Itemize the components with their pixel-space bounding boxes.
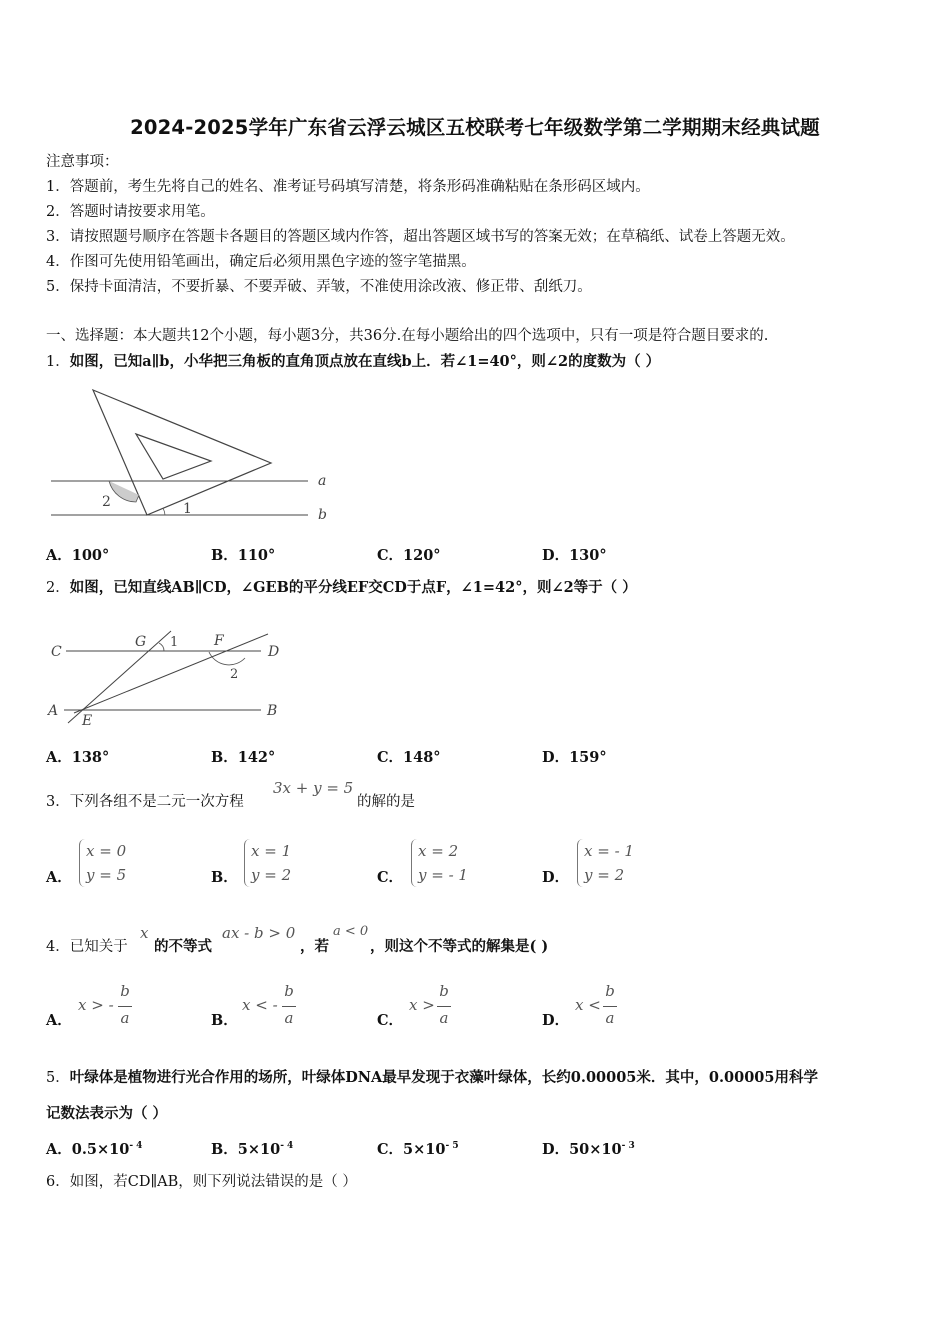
label-e: E	[82, 713, 93, 729]
q2-option-a[interactable]: A．138°	[46, 749, 110, 766]
option-exponent: - 4	[280, 1141, 294, 1152]
label-2: 2	[230, 667, 239, 682]
notice-item: 2．答题时请按要求用笔。	[46, 204, 215, 220]
q2-option-b[interactable]: B．142°	[211, 749, 276, 766]
page-title: 2024-2025学年广东省云浮云城区五校联考七年级数学第二学期期末经典试题	[130, 116, 820, 139]
question-6	[46, 1172, 357, 1192]
system-line: x = - 1	[584, 842, 634, 860]
label-1: 1	[170, 635, 179, 650]
notice-item: 1．答题前，考生先将自己的姓名、准考证号码填写清楚，将条形码准确粘贴在条形码区域内。	[46, 179, 650, 195]
fraction-numerator: b	[605, 982, 615, 1000]
q5-option-c[interactable]	[377, 1138, 459, 1159]
fraction-bar	[282, 1006, 296, 1007]
q5-option-d[interactable]	[542, 1138, 635, 1159]
option-exponent: - 5	[445, 1141, 459, 1152]
q1-figure	[46, 382, 346, 527]
system-line: x = 2	[418, 842, 459, 860]
fraction-numerator: b	[439, 982, 449, 1000]
question-stem: 叶绿体是植物进行光合作用的场所，叶绿体DNA最早发现于衣藻叶绿体，长约0.00005米．其中，0.00005用科学	[69, 1069, 818, 1086]
question-stem: 下列各组不是二元一次方程	[69, 794, 244, 810]
fraction-denominator: a	[120, 1009, 130, 1027]
option-exponent: - 4	[129, 1141, 143, 1152]
fraction-denominator: a	[439, 1009, 449, 1027]
question-number: 3．	[46, 794, 70, 810]
question-5	[46, 1068, 818, 1088]
question-stem-line2: 记数法表示为（ ）	[46, 1105, 168, 1122]
system-line: y = 2	[251, 866, 292, 884]
q3-option-d-system[interactable]	[577, 839, 634, 887]
question-number: 4．	[46, 939, 70, 955]
label-g: G	[135, 634, 147, 650]
question-3	[46, 792, 244, 812]
q3-option-d-label[interactable]: D．	[542, 869, 570, 886]
question-stem: 如图，已知直线AB∥CD，∠GEB的平分线EF交CD于点F，∠1=42°，则∠2等于（ ）	[69, 579, 637, 596]
label-a: a	[318, 473, 327, 489]
angle-1-arc	[159, 643, 164, 651]
expr-lhs: x <	[575, 996, 601, 1014]
question-number: 2．	[46, 580, 70, 596]
q1-option-d[interactable]: D．130°	[542, 547, 607, 564]
question-number: 6．	[46, 1174, 70, 1190]
fraction-bar	[603, 1006, 617, 1007]
question-number: 1．	[46, 354, 70, 370]
label-2: 2	[102, 494, 111, 510]
expr-lhs: x >	[409, 996, 435, 1014]
angle-2-arc	[109, 481, 139, 502]
q1-option-b[interactable]: B．110°	[211, 547, 276, 564]
q3-option-c-label[interactable]: C．	[377, 869, 404, 886]
q3-option-b-system[interactable]	[244, 839, 291, 887]
angle-1-arc	[163, 508, 165, 515]
fraction-denominator: a	[284, 1009, 294, 1027]
notice-heading: 注意事项：	[46, 154, 119, 170]
expr-lhs: x < -	[242, 996, 278, 1014]
question-stem: 已知关于	[69, 939, 128, 955]
q2-figure	[46, 628, 296, 733]
question-1	[46, 352, 660, 372]
section-heading: 一、选择题：本大题共12个小题，每小题3分，共36分.在每小题给出的四个选项中，只有一项是符合题目要求的.	[46, 328, 769, 344]
q1-option-a[interactable]: A．100°	[46, 547, 110, 564]
system-line: y = - 1	[418, 866, 468, 884]
q3-option-a-label[interactable]: A．	[46, 869, 72, 886]
q4-option-a-expr[interactable]	[78, 982, 138, 1032]
equation: 3x + y = 5	[273, 779, 354, 797]
notice-item: 3．请按照题号顺序在答题卡各题目的答题区域内作答，超出答题区域书写的答案无效；在草稿纸、试卷上答题无效。	[46, 229, 795, 245]
q4-option-b-label[interactable]: B．	[211, 1012, 238, 1029]
question-stem: 如图，已知a∥b，小华把三角板的直角顶点放在直线b上．若∠1=40°，则∠2的度数为（ ）	[69, 353, 661, 370]
q4-option-b-expr[interactable]	[242, 982, 302, 1032]
label-d: D	[268, 644, 280, 660]
option-text: C．5×10	[377, 1141, 446, 1158]
fraction-bar	[118, 1006, 132, 1007]
q4-option-c-label[interactable]: C．	[377, 1012, 404, 1029]
variable-x: x	[140, 924, 149, 942]
label-b: b	[318, 507, 327, 523]
label-c: C	[51, 644, 62, 660]
question-stem-tail: 的解的是	[357, 794, 415, 810]
system-line: x = 0	[86, 842, 127, 860]
system-line: x = 1	[251, 842, 292, 860]
q4-option-d-expr[interactable]	[575, 982, 635, 1032]
fraction-numerator: b	[284, 982, 294, 1000]
triangle-inner	[136, 434, 211, 479]
q2-option-c[interactable]: C．148°	[377, 749, 441, 766]
q1-option-c[interactable]: C．120°	[377, 547, 441, 564]
question-number: 5．	[46, 1070, 70, 1086]
q4-option-a-label[interactable]: A．	[46, 1012, 72, 1029]
expr-lhs: x > -	[78, 996, 114, 1014]
notice-item: 4．作图可先使用铅笔画出，确定后必须用黑色字迹的签字笔描黑。	[46, 254, 476, 270]
q2-option-d[interactable]: D．159°	[542, 749, 607, 766]
fraction-bar	[437, 1006, 451, 1007]
q4-option-d-label[interactable]: D．	[542, 1012, 570, 1029]
option-exponent: - 3	[621, 1141, 635, 1152]
q4-option-c-expr[interactable]	[409, 982, 469, 1032]
system-line: y = 5	[86, 866, 127, 884]
fraction-denominator: a	[605, 1009, 615, 1027]
question-4	[46, 937, 128, 957]
question-2	[46, 578, 637, 598]
system-line: y = 2	[584, 866, 625, 884]
label-f: F	[214, 633, 224, 649]
question-stem-part: ，若	[300, 938, 329, 955]
q3-option-b-label[interactable]: B．	[211, 869, 238, 886]
q5-option-a[interactable]	[46, 1138, 142, 1159]
q3-option-c-system[interactable]	[411, 839, 468, 887]
label-1: 1	[183, 501, 192, 517]
option-text: A．0.5×10	[46, 1141, 130, 1158]
condition: a < 0	[333, 924, 369, 939]
notice-item: 5．保持卡面清洁，不要折暴、不要弄破、弄皱，不准使用涂改液、修正带、刮纸刀。	[46, 279, 592, 295]
q5-option-b[interactable]	[211, 1138, 293, 1159]
question-stem-part: 的不等式	[154, 938, 212, 955]
label-a: A	[48, 703, 59, 719]
fraction-numerator: b	[120, 982, 130, 1000]
q3-option-a-system[interactable]	[79, 839, 126, 887]
question-stem-part: ，则这个不等式的解集是( )	[370, 938, 549, 955]
angle-2-arc	[209, 652, 245, 665]
label-b: B	[267, 703, 278, 719]
question-stem: 如图，若CD∥AB，则下列说法错误的是（ ）	[69, 1174, 357, 1190]
inequality: ax - b > 0	[222, 924, 296, 942]
option-text: D．50×10	[542, 1141, 622, 1158]
option-text: B．5×10	[211, 1141, 281, 1158]
